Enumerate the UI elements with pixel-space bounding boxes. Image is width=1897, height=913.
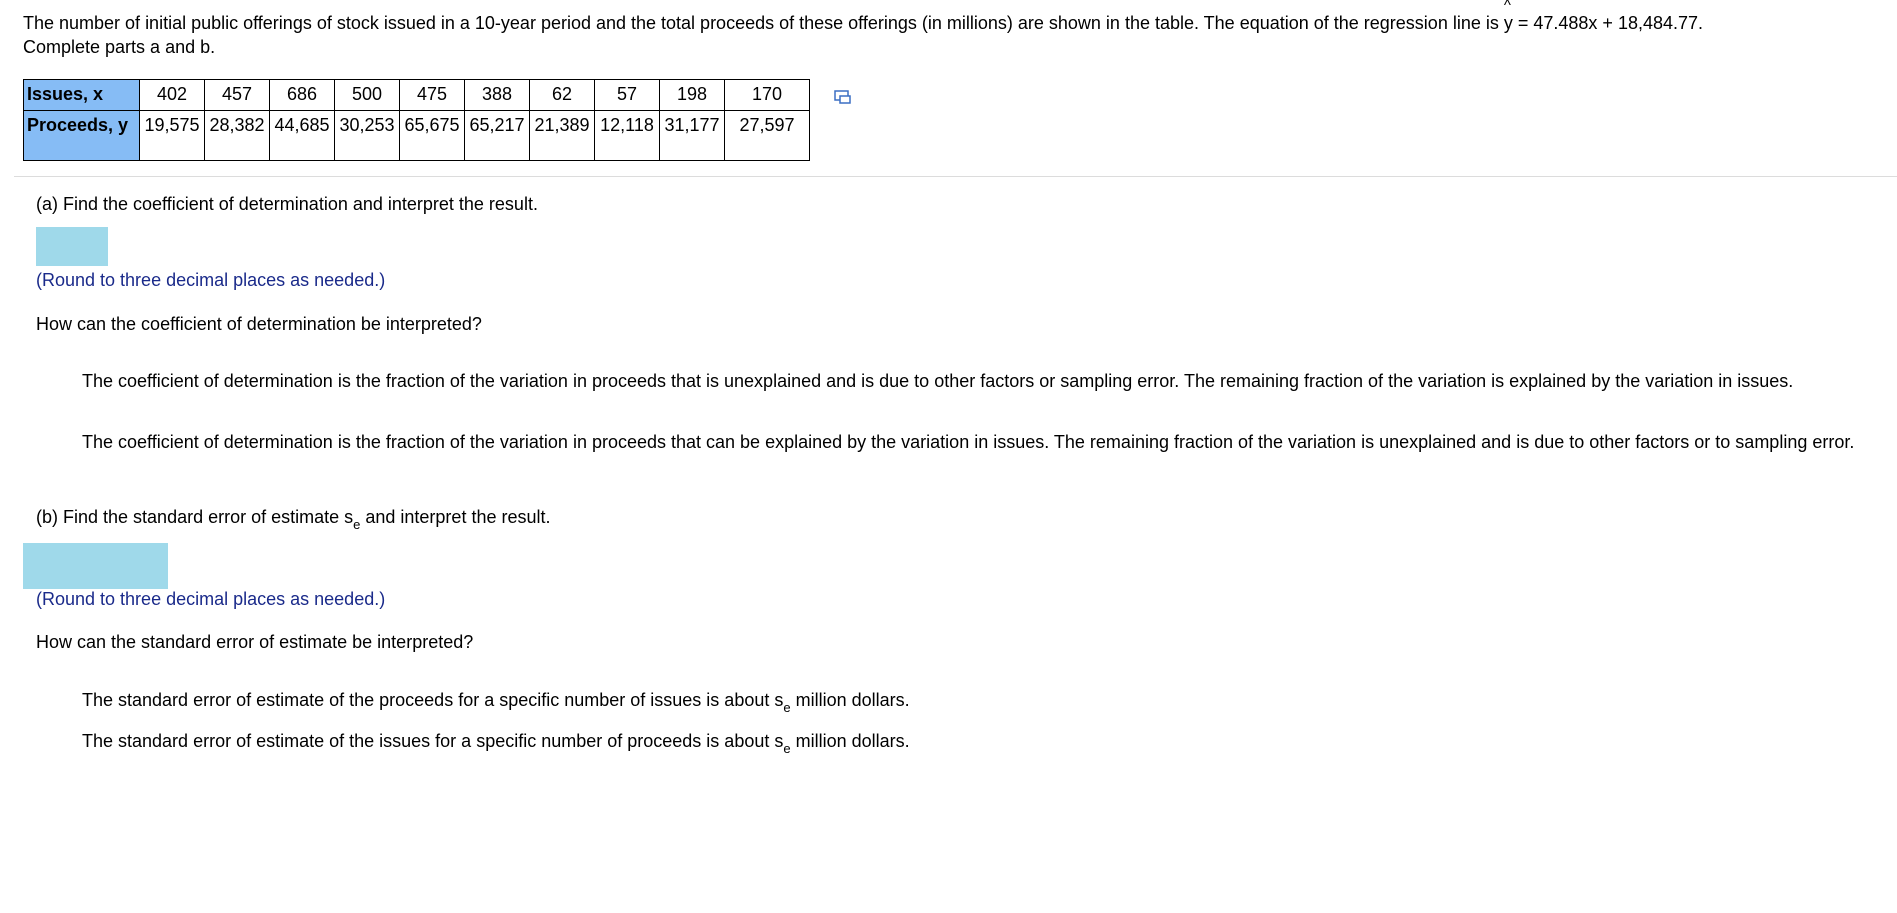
issues-cell: 402 [140, 80, 205, 111]
proceeds-cell: 28,382 [205, 111, 270, 161]
intro-line-2: Complete parts a and b. [23, 37, 216, 57]
proceeds-row [24, 111, 810, 161]
part-b-answer-input[interactable] [23, 543, 168, 589]
issues-row [24, 80, 810, 111]
issues-cell: 170 [725, 80, 810, 111]
subscript-e: e [353, 517, 361, 532]
proceeds-cell: 30,253 [335, 111, 400, 161]
issues-cell: 475 [400, 80, 465, 111]
part-a-round-note: (Round to three decimal places as needed.) [36, 270, 386, 290]
issues-cell: 686 [270, 80, 335, 111]
part-a-option-2[interactable]: The coefficient of determination is the fraction of the variation in proceeds that can be explained by the variation in issues. The remaining fraction of the variation is unexplained and is due to other factors or to sampling error. [82, 432, 1855, 452]
part-a-answer-input[interactable] [36, 227, 108, 266]
proceeds-cell: 12,118 [595, 111, 660, 161]
part-b-question: How can the standard error of estimate be interpreted? [36, 632, 474, 652]
part-b-prompt: (b) Find the standard error of estimate $s_e$ and interpret the result. [36, 507, 551, 532]
part-b-option-1[interactable]: The standard error of estimate of the proceeds for a specific number of issues is about $s_e$ million dollars. [82, 690, 910, 715]
issues-cell: 388 [465, 80, 530, 111]
issues-cell: 500 [335, 80, 400, 111]
part-a-question: How can the coefficient of determination be interpreted? [36, 314, 482, 334]
intro-text: The number of initial public offerings of stock issued in a 10-year period and the total proceeds of these offerings (in millions) are shown in the table. The equation of the regression line is [23, 13, 1504, 33]
part-b-round-note: (Round to three decimal places as needed.) [36, 589, 386, 609]
proceeds-header: Proceeds, y [24, 111, 140, 161]
regression-equation: = 47.488x + 18,484.77. [1512, 13, 1704, 33]
proceeds-cell: 21,389 [530, 111, 595, 161]
proceeds-cell: 19,575 [140, 111, 205, 161]
proceeds-cell: 27,597 [725, 111, 810, 161]
proceeds-cell: 31,177 [660, 111, 725, 161]
y-hat-symbol: ^ y [1503, 0, 1513, 33]
proceeds-cell: 44,685 [270, 111, 335, 161]
part-b-option-2[interactable]: The standard error of estimate of the issues for a specific number of proceeds is about $s_e$ million dollars. [82, 731, 910, 756]
part-a-prompt: (a) Find the coefficient of determination and interpret the result. [36, 194, 538, 214]
data-table [23, 79, 810, 161]
problem-statement [23, 0, 1883, 59]
issues-cell: 62 [530, 80, 595, 111]
hat-accent: ^ [1503, 0, 1511, 14]
proceeds-cell: 65,675 [400, 111, 465, 161]
proceeds-cell: 65,217 [465, 111, 530, 161]
issues-header: Issues, x [24, 80, 140, 111]
section-divider [14, 176, 1897, 177]
issues-cell: 198 [660, 80, 725, 111]
issues-cell: 457 [205, 80, 270, 111]
copy-icon[interactable] [834, 90, 852, 105]
part-a-option-1[interactable]: The coefficient of determination is the fraction of the variation in proceeds that is unexplained and is due to other factors or sampling error. The remaining fraction of the variation is explained by the variation in issues. [82, 371, 1794, 391]
issues-cell: 57 [595, 80, 660, 111]
